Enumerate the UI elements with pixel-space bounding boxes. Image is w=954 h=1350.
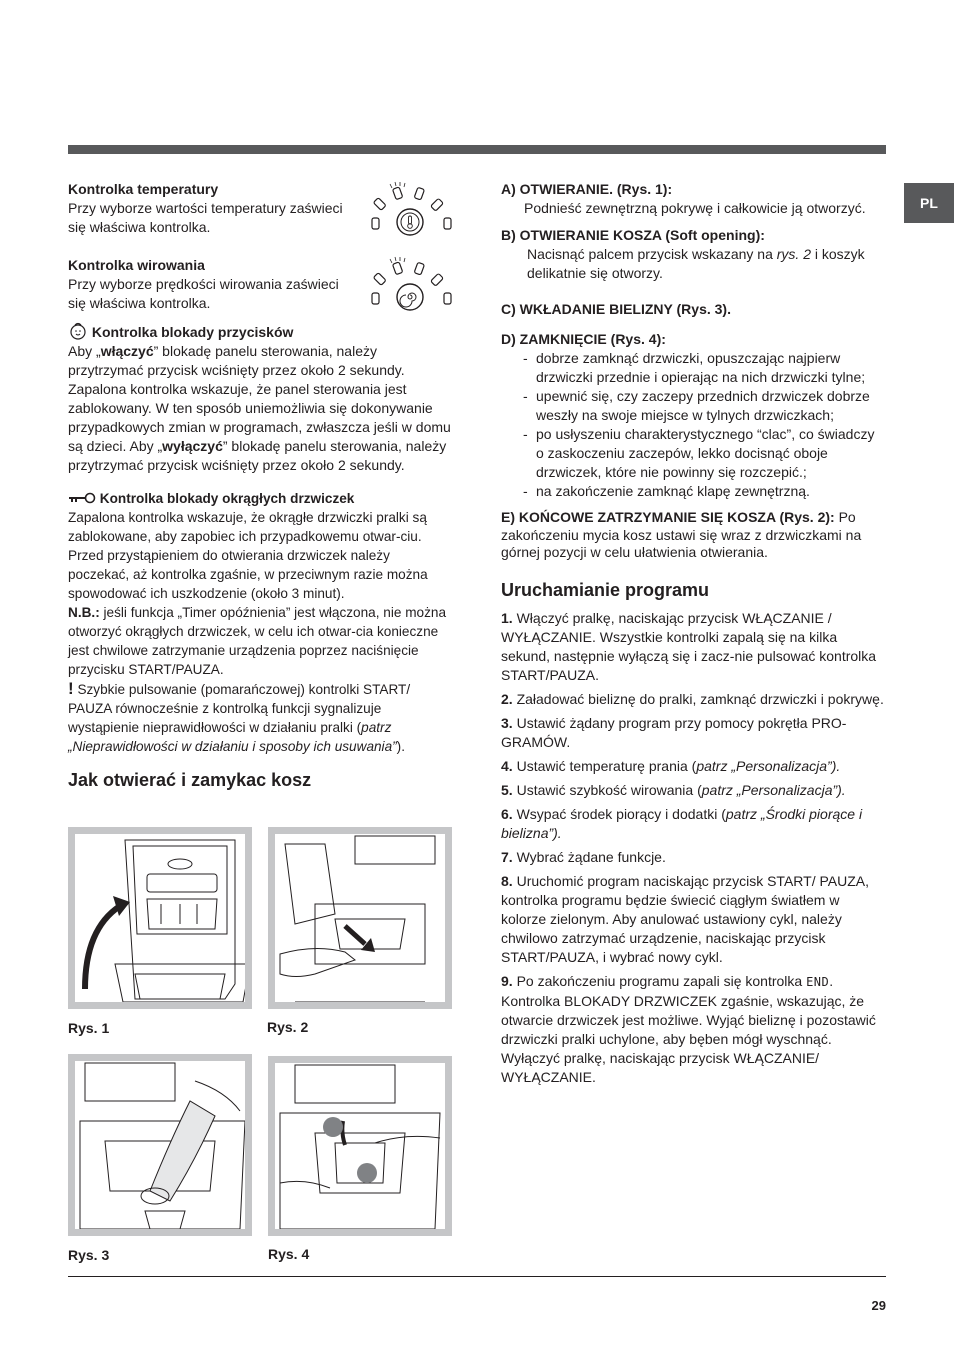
figure-1-label: Rys. 1 [68, 1020, 110, 1036]
section-e-text: E) KOŃCOWE ZATRZYMANIE SIĘ KOSZA (Rys. 2): Po zakończeniu mycia kosz ustawi się wraz z drzwiczkami na górnej pozycji w celu ułatwienia otwierania. [501, 509, 862, 560]
spin-title: Kontrolka wirowania [68, 257, 205, 273]
doorlock-text: Zapalona kontrolka wskazuje, że okrągłe drzwiczki pralki są zablokowane, aby zapobiec ich przypadkowemu otwar-ciu. Przed przystąpieniem do otwierania drzwiczek należy poczekać, aż kontrolka zgaśnie, w przeciwnym razie można spowodować ich uszkodzenie (około 3 minut). [68, 510, 428, 601]
key-icon [68, 492, 96, 504]
step: 9. Po zakończeniu programu zapali się kontrolka END. Kontrolka BLOKADY DRZWICZEK zgaśnie, wskazując, że otwarcie drzwiczek jest możliwe. Wyjąć bieliznę i pozostawić drzwiczki pralki uchylone, aby bęben mógł wyschnąć. [501, 972, 876, 1047]
program-steps [501, 609, 886, 1087]
section-b [501, 226, 886, 283]
step-9-off: Wyłączyć pralkę, naciskając przycisk WŁĄCZANIE/ WYŁĄCZANIE. [501, 1049, 820, 1085]
doorlock-warning: ! Szybkie pulsowanie (pomarańczowej) kontrolki START/ PAUZA równocześnie z kontrolką funkcji sygnalizuje wystąpienie nieprawidłowości w działaniu pralki (patrz „Nieprawidłowości w działaniu i sposoby ich usuwania”). [68, 679, 411, 754]
header-bar [68, 145, 886, 154]
temperature-indicator-icon [368, 180, 458, 242]
section-b-title: B) OTWIERANIE KOSZA (Soft opening): [501, 227, 765, 243]
section-e [501, 509, 886, 562]
footer-line [68, 1276, 886, 1277]
section-a-title: A) OTWIERANIE. (Rys. 1): [501, 181, 673, 197]
step: 1. Włączyć pralkę, naciskając przycisk WŁĄCZANIE / WYŁĄCZANIE. Wszystkie kontrolki zapalą się na kilka sekund, następnie wyłączą się i zacz-nie pulsować kontrolka START/PAUZA. [501, 609, 877, 683]
keylock-title: Kontrolka blokady przycisków [91, 324, 294, 340]
figure-2-illustration [275, 834, 445, 1002]
right-column [501, 180, 886, 1087]
section-d [501, 330, 886, 501]
language-tab: PL [904, 183, 954, 223]
figure-1-illustration [75, 834, 245, 1002]
list-item: - na zakończenie zamknąć klapę zewnętrzną. [501, 482, 886, 501]
doorlock-title: Kontrolka blokady okrągłych drzwiczek [99, 491, 355, 506]
figure-4-label: Rys. 4 [268, 1246, 310, 1262]
program-heading: Uruchamianie programu [501, 579, 710, 600]
temperature-text: Przy wyborze wartości temperatury zaświeci się właściwa kontrolka. [68, 200, 343, 235]
step: 2. Załadować bieliznę do pralki, zamknąć drzwiczki i pokrywę. [501, 690, 884, 707]
section-d-list [501, 349, 886, 501]
figure-3-illustration [75, 1061, 245, 1229]
figure-2-label: Rys. 2 [267, 1019, 309, 1035]
step: 6. Wsypać środek piorący i dodatki (patrz „Środki piorące i bielizna”). [501, 805, 863, 841]
figure-1 [68, 827, 252, 1009]
step: 8. Uruchomić program naciskając przycisk START/ PAUZA, kontrolka programu będzie świecić ciągłym światłem w kolorze zielonym. Aby anulować ustawiony cykl, należy chwilowo zatrzymać urządzenie, naciskając przycisk START/PAUZA, i wybrać nowy cykl. [501, 872, 869, 965]
section-a [501, 180, 886, 217]
temperature-title: Kontrolka temperatury [68, 181, 219, 197]
section-c-title: C) WKŁADANIE BIELIZNY (Rys. 3). [501, 301, 731, 317]
figure-3 [68, 1054, 252, 1236]
list-item: - upewnić się, czy zaczepy przednich drzwiczek dobrze weszły na swoje miejsce w tylnych drzwiczkach; [501, 387, 886, 425]
step: 3. Ustawić żądany program przy pomocy pokrętła PRO-GRAMÓW. [501, 714, 847, 750]
step: 4. Ustawić temperaturę prania (patrz „Personalizacja”). [501, 757, 841, 774]
section-b-text: Nacisnąć palcem przycisk wskazany na rys. 2 i koszyk delikatnie się otworzy. [527, 246, 865, 281]
list-item: - po usłyszeniu charakterystycznego “clac”, co świadczy o zaskoczeniu zaczepów, lekko docisnąć oboje drzwiczek, które nie powinny się rozczepić.; [501, 425, 886, 482]
section-d-title: D) ZAMKNIĘCIE (Rys. 4): [501, 331, 666, 347]
basket-heading: Jak otwierać i zamykac kosz [68, 770, 312, 790]
figure-2 [268, 827, 452, 1009]
figure-4 [268, 1056, 452, 1236]
end-indicator: END [806, 974, 830, 989]
list-item: - dobrze zamknąć drzwiczki, opuszczając najpierw drzwiczki przednie i opierając na nich drzwiczki tylne; [501, 349, 886, 387]
spin-indicator-icon [368, 255, 458, 317]
keylock-section [68, 322, 453, 475]
step: 7. Wybrać żądane funkcje. [501, 848, 666, 865]
section-a-text: Podnieść zewnętrzną pokrywę i całkowicie ją otworzyć. [524, 200, 866, 216]
keylock-text: Aby „włączyć” blokadę panelu sterowania, należy przytrzymać przycisk wciśnięty przez około 2 sekundy. Zapalona kontrolka wskazuje, że panel sterowania jest zablokowany. W ten sposób uniemożliwia się dokonywanie przypadkowych zmian w programach, zwłaszcza jeśli w domu są dzieci. Aby „wyłączyć” blokadę panelu sterowania, należy przytrzymać przycisk wciśnięty przez około 2 sekundy. [68, 343, 451, 473]
spin-text: Przy wyborze prędkości wirowania zaświeci się właściwa kontrolka. [68, 276, 339, 311]
temperature-section [68, 180, 358, 237]
page-number: 29 [871, 1298, 886, 1313]
spin-section [68, 256, 358, 313]
doorlock-section [68, 489, 453, 756]
child-lock-icon [68, 322, 88, 340]
doorlock-nb: N.B.: jeśli funkcja „Timer opóźnienia” jest włączona, nie można otworzyć okrągłych drzwiczek, w celu ich otwar-cia konieczne jest chwilowe zatrzymanie urządzenia poprzez naciśnięcie przycisku START/PAUZA. [68, 605, 447, 677]
warning-icon: ! [68, 679, 74, 698]
figure-3-label: Rys. 3 [68, 1247, 110, 1263]
step: 5. Ustawić szybkość wirowania (patrz „Personalizacja”). [501, 781, 846, 798]
figure-4-illustration [275, 1063, 445, 1229]
